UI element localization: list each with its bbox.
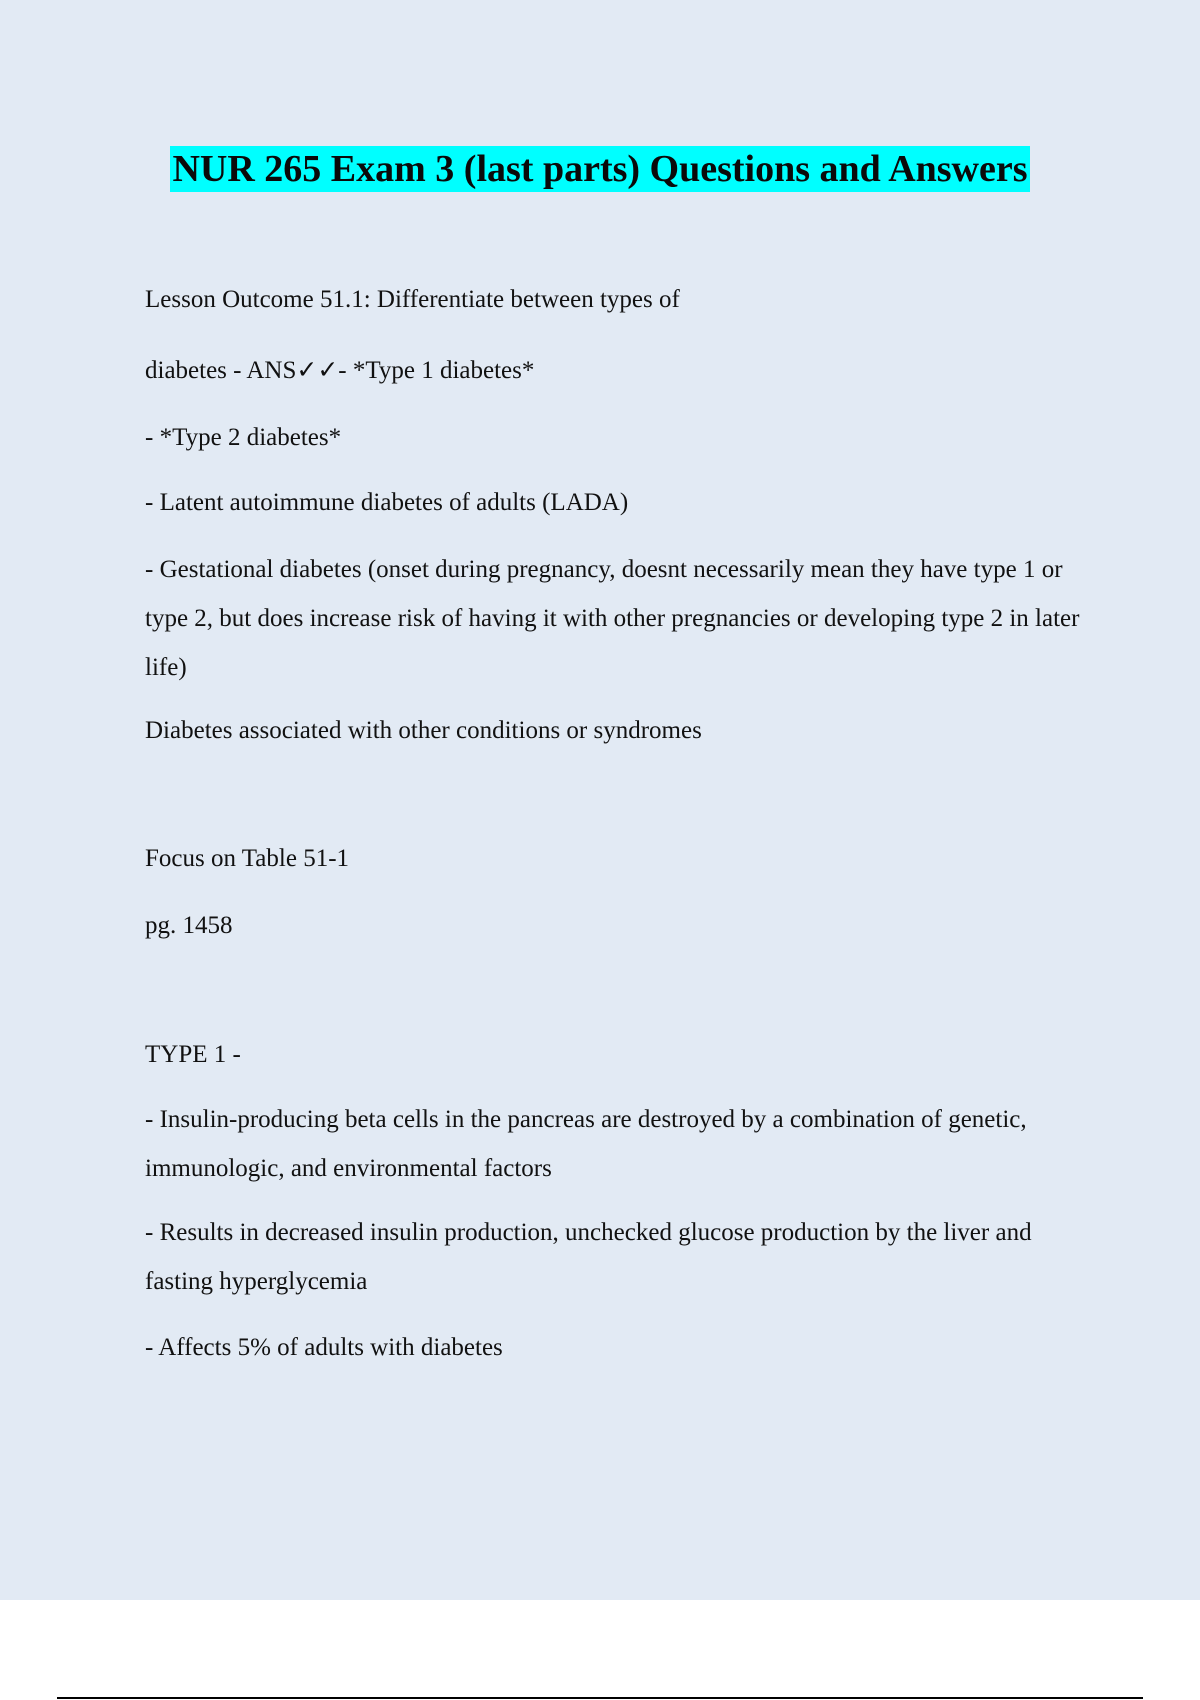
affects-line: - Affects 5% of adults with diabetes xyxy=(145,1334,503,1361)
title-wrapper xyxy=(0,146,1200,192)
other-conditions-line: Diabetes associated with other conditions or syndromes xyxy=(145,717,702,744)
answer-line: diabetes - ANS✓✓- *Type 1 diabetes* xyxy=(145,357,535,384)
type1-heading: TYPE 1 - xyxy=(145,1041,241,1068)
focus-table-line: Focus on Table 51-1 xyxy=(145,845,350,872)
beta-cells-paragraph: - Insulin-producing beta cells in the pancreas are destroyed by a combination of genetic, immunologic, and environmental factors xyxy=(145,1106,1027,1182)
lesson-outcome-line: Lesson Outcome 51.1: Differentiate between types of xyxy=(145,286,680,313)
type2-line: - *Type 2 diabetes* xyxy=(145,424,342,451)
lada-line: - Latent autoimmune diabetes of adults (LADA) xyxy=(145,489,629,516)
document-title: NUR 265 Exam 3 (last parts) Questions and Answers xyxy=(172,148,1028,190)
footer-divider xyxy=(57,1697,1143,1699)
results-paragraph: - Results in decreased insulin production, unchecked glucose production by the liver and fasting hyperglycemia xyxy=(145,1219,1032,1295)
gestational-paragraph: - Gestational diabetes (onset during pregnancy, doesnt necessarily mean they have type 1 or type 2, but does increase risk of having it with other pregnancies or developing type 2 in later life) xyxy=(145,556,1080,681)
page-ref-line: pg. 1458 xyxy=(145,912,233,939)
